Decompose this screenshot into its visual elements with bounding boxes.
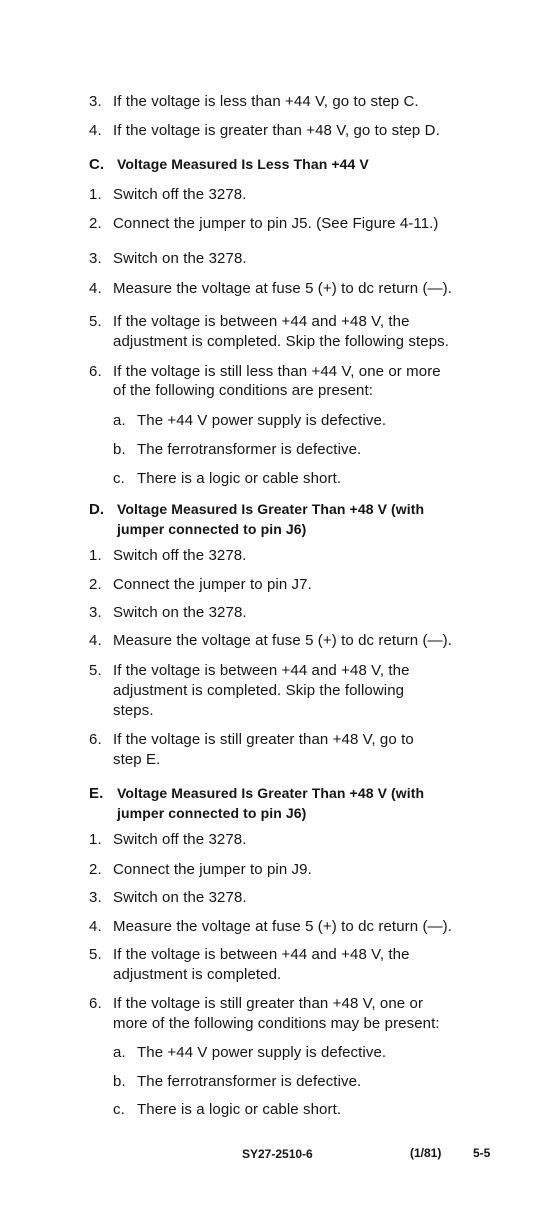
list-item-continuation: adjustment is completed. Skip the following steps.: [113, 333, 450, 350]
section-d-heading-continuation: jumper connected to pin J6): [117, 521, 307, 537]
sub-list-item: c. There is a logic or cable short.: [113, 1101, 342, 1118]
list-item: 2. Connect the jumper to pin J7.: [89, 576, 312, 593]
list-item: 1. Switch off the 3278.: [89, 831, 247, 848]
list-item: 6. If the voltage is still less than +44 V, one or more: [89, 363, 441, 380]
list-item: 4. Measure the voltage at fuse 5 (+) to dc return (—).: [89, 918, 453, 935]
sub-list-item: a. The +44 V power supply is defective.: [113, 412, 387, 429]
list-item: 5. If the voltage is between +44 and +48 V, the: [89, 313, 410, 330]
sub-list-item: b. The ferrotransformer is defective.: [113, 441, 362, 458]
sub-list-item: b. The ferrotransformer is defective.: [113, 1073, 362, 1090]
step-4-list-item: 4. If the voltage is greater than +48 V, go to step D.: [89, 122, 440, 139]
publication-date: (1/81): [410, 1146, 442, 1160]
list-item: 6. If the voltage is still greater than +48 V, go to: [89, 731, 414, 748]
list-item: 2. Connect the jumper to pin J5. (See Figure 4-11.): [89, 215, 439, 232]
section-e-heading-continuation: jumper connected to pin J6): [117, 805, 307, 821]
list-item: 3. Switch on the 3278.: [89, 250, 247, 267]
list-item: 5. If the voltage is between +44 and +48 V, the: [89, 662, 410, 679]
step-3-list-item: 3. If the voltage is less than +44 V, go to step C.: [89, 93, 419, 110]
page-number: 5-5: [473, 1146, 491, 1160]
list-item-continuation: step E.: [113, 751, 161, 768]
list-item-continuation: adjustment is completed. Skip the following: [113, 682, 405, 699]
list-item: 1. Switch off the 3278.: [89, 186, 247, 203]
list-item: 4. Measure the voltage at fuse 5 (+) to dc return (—).: [89, 280, 453, 297]
list-item-continuation: more of the following conditions may be present:: [113, 1015, 440, 1032]
list-item-continuation: steps.: [113, 702, 154, 719]
list-item: 3. Switch on the 3278.: [89, 889, 247, 906]
sub-list-item: a. The +44 V power supply is defective.: [113, 1044, 387, 1061]
section-c-heading: C. Voltage Measured Is Less Than +44 V: [89, 156, 369, 173]
sub-list-item: c. There is a logic or cable short.: [113, 470, 342, 487]
list-item: 5. If the voltage is between +44 and +48 V, the: [89, 946, 410, 963]
list-item: 4. Measure the voltage at fuse 5 (+) to dc return (—).: [89, 632, 453, 649]
list-item: 3. Switch on the 3278.: [89, 604, 247, 621]
document-number: SY27-2510-6: [242, 1147, 313, 1161]
list-item: 6. If the voltage is still greater than +48 V, one or: [89, 995, 424, 1012]
section-e-heading: E. Voltage Measured Is Greater Than +48 V (with: [89, 785, 425, 802]
list-item-continuation: of the following conditions are present:: [113, 382, 373, 399]
list-item: 1. Switch off the 3278.: [89, 547, 247, 564]
list-item: 2. Connect the jumper to pin J9.: [89, 861, 312, 878]
section-d-heading: D. Voltage Measured Is Greater Than +48 V (with: [89, 501, 425, 518]
list-item-continuation: adjustment is completed.: [113, 966, 282, 983]
